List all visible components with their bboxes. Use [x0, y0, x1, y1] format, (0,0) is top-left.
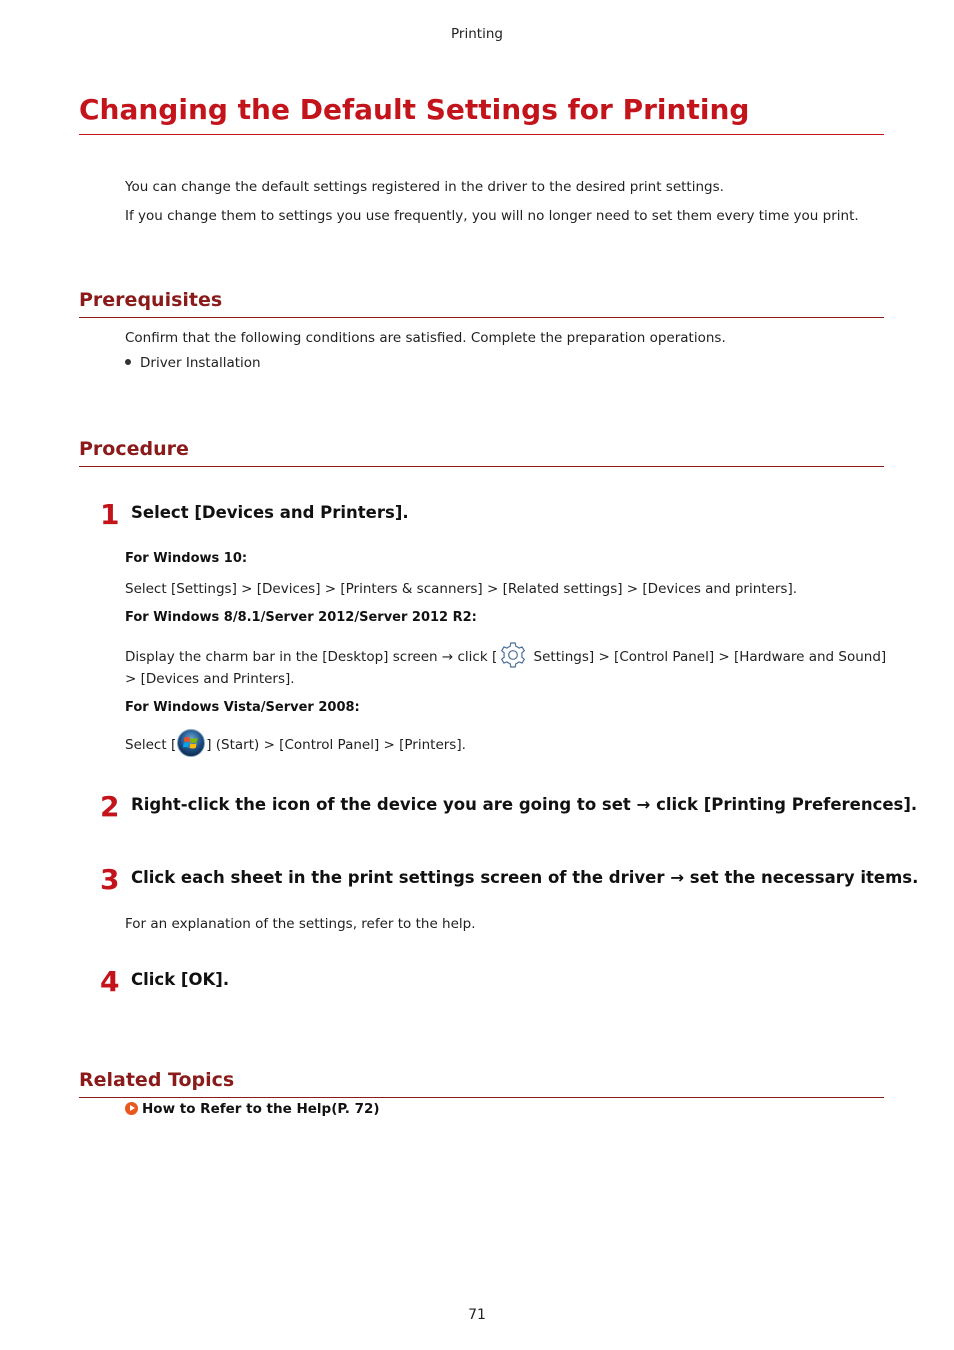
link-arrow-icon — [125, 1102, 138, 1115]
windows-start-icon — [176, 728, 206, 762]
step-3-number: 3 — [100, 863, 120, 896]
related-topics-heading: Related Topics — [79, 1069, 235, 1091]
win8-text-line-1 — [125, 640, 886, 674]
prerequisite-item — [125, 355, 261, 371]
gear-icon — [497, 640, 529, 674]
vista-text-b: ] (Start) > [Control Panel] > [Printers]. — [206, 737, 466, 753]
step-4-number: 4 — [100, 965, 120, 998]
win8-text-b: Settings] > [Control Panel] > [Hardware and Sound] — [529, 649, 887, 665]
prerequisites-text: Confirm that the following conditions are satisfied. Complete the preparation operations. — [125, 330, 726, 346]
step-3-title: Click each sheet in the print settings screen of the driver → set the necessary items. — [131, 868, 919, 887]
related-topics-divider — [79, 1097, 884, 1098]
bullet-icon — [125, 359, 131, 365]
title-divider — [79, 134, 884, 135]
win10-heading: For Windows 10: — [125, 551, 248, 566]
win10-text: Select [Settings] > [Devices] > [Printers & scanners] > [Related settings] > [Devices and printers]. — [125, 581, 798, 597]
intro-line-2: If you change them to settings you use frequently, you will no longer need to set them every time you print. — [125, 208, 859, 224]
vista-text-a: Select [ — [125, 737, 177, 753]
related-link-label[interactable]: How to Refer to the Help(P. 72) — [142, 1101, 380, 1117]
page-title: Changing the Default Settings for Printing — [79, 93, 750, 126]
related-link-help[interactable] — [125, 1101, 380, 1117]
win8-heading: For Windows 8/8.1/Server 2012/Server 2012 R2: — [125, 610, 477, 625]
step-1-title: Select [Devices and Printers]. — [131, 503, 409, 522]
win8-text-a: Display the charm bar in the [Desktop] screen → click [ — [125, 649, 498, 665]
prerequisite-item-label: Driver Installation — [140, 355, 261, 371]
intro-line-1: You can change the default settings registered in the driver to the desired print settings. — [125, 179, 724, 195]
prerequisites-divider — [79, 317, 884, 318]
win8-text-line-2: > [Devices and Printers]. — [125, 671, 295, 687]
step-4-title: Click [OK]. — [131, 970, 230, 989]
procedure-divider — [79, 466, 884, 467]
page-header-section: Printing — [451, 26, 503, 42]
vista-heading: For Windows Vista/Server 2008: — [125, 700, 360, 715]
step-2-number: 2 — [100, 790, 120, 823]
step-1-number: 1 — [100, 498, 120, 531]
step-3-text: For an explanation of the settings, refer to the help. — [125, 916, 476, 932]
page-number: 71 — [468, 1307, 486, 1323]
procedure-heading: Procedure — [79, 438, 189, 460]
step-2-title: Right-click the icon of the device you are going to set → click [Printing Preferences]. — [131, 795, 918, 814]
vista-text — [125, 728, 466, 762]
prerequisites-heading: Prerequisites — [79, 289, 223, 311]
